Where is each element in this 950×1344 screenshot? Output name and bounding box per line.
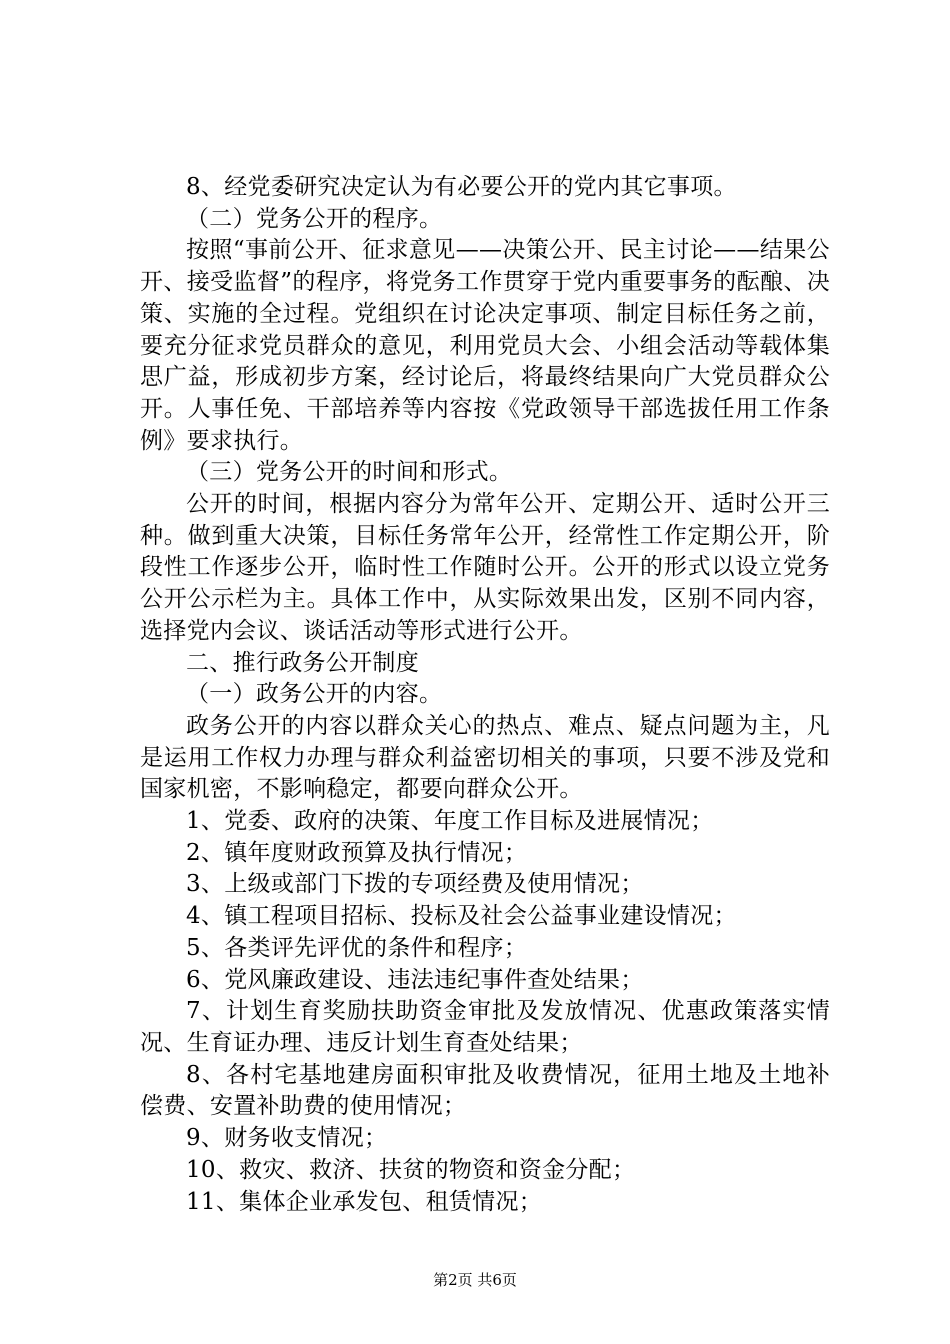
- document-body: [140, 172, 830, 1218]
- paragraph: 公开的时间，根据内容分为常年公开、定期公开、适时公开三种。做到重大决策，目标任务常年公开，经常性工作定期公开，阶段性工作逐步公开，临时性工作随时公开。公开的形式以设立党务公开公示栏为主。具体工作中，从实际效果出发，区别不同内容，选择党内会议、谈话活动等形式进行公开。: [140, 491, 830, 644]
- list-item: 7、计划生育奖励扶助资金审批及发放情况、优惠政策落实情况、生育证办理、违反计划生育查处结果；: [140, 998, 830, 1056]
- list-item: 3、上级或部门下拨的专项经费及使用情况；: [186, 871, 644, 898]
- section-heading: （三）党务公开的时间和形式。: [186, 459, 513, 486]
- list-item: 2、镇年度财政预算及执行情况；: [186, 839, 528, 866]
- list-item: 9、财务收支情况；: [186, 1125, 388, 1152]
- paragraph: 政务公开的内容以群众关心的热点、难点、疑点问题为主，凡是运用工作权力办理与群众利益密切相关的事项，只要不涉及党和国家机密，不影响稳定，都要向群众公开。: [140, 712, 830, 803]
- list-item: 1、党委、政府的决策、年度工作目标及进展情况；: [186, 808, 714, 835]
- paragraph: 按照“事前公开、征求意见——决策公开、民主讨论——结果公开、接受监督”的程序，将党务工作贯穿于党内重要事务的酝酿、决策、实施的全过程。党组织在讨论决定事项、制定目标任务之前，要充分征求党员群众的意见，利用党员大会、小组会活动等载体集思广益，形成初步方案，经讨论后，将最终结果向广大党员群众公开。人事任免、干部培养等内容按《党政领导干部选拔任用工作条例》要求执行。: [140, 237, 830, 454]
- list-item: 6、党风廉政建设、违法违纪事件查处结果；: [186, 966, 644, 993]
- section-heading: 二、推行政务公开制度: [186, 649, 419, 676]
- list-item: 4、镇工程项目招标、投标及社会公益事业建设情况；: [186, 903, 737, 930]
- section-heading: （二）党务公开的程序。: [186, 205, 443, 232]
- list-item: 5、各类评先评优的条件和程序；: [186, 934, 528, 961]
- page-number-footer: 第2页 共6页: [433, 1271, 517, 1289]
- section-heading: （一）政务公开的内容。: [186, 681, 443, 708]
- list-item: 8、各村宅基地建房面积审批及收费情况，征用土地及土地补偿费、安置补助费的使用情况；: [140, 1061, 830, 1120]
- list-item: 11、集体企业承发包、租赁情况；: [186, 1188, 543, 1215]
- list-item: 10、救灾、救济、扶贫的物资和资金分配；: [186, 1156, 636, 1183]
- paragraph: 8、经党委研究决定认为有必要公开的党内其它事项。: [186, 174, 737, 200]
